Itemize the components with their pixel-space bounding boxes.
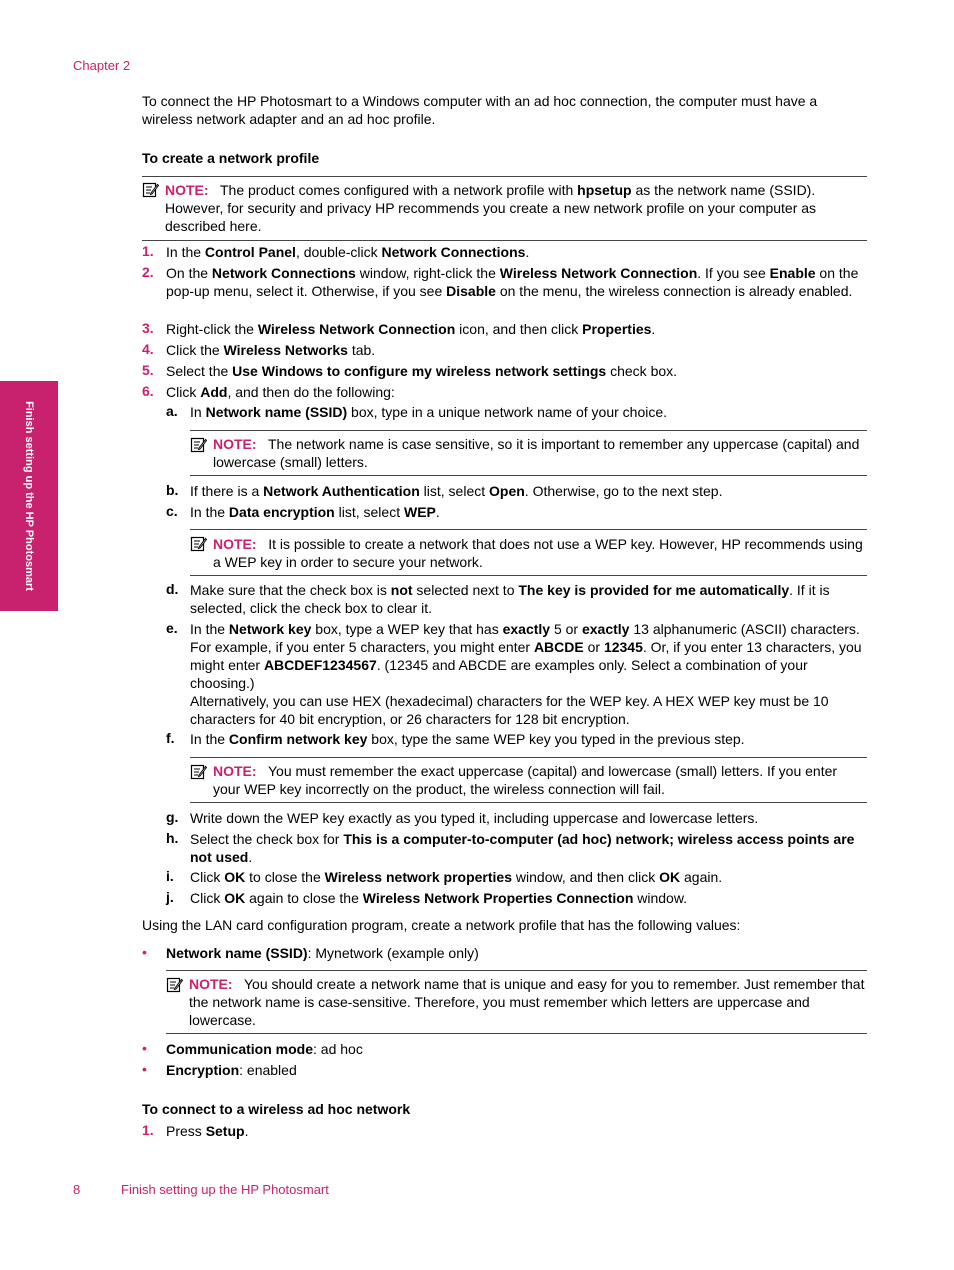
bullet-text: Encryption: enabled	[166, 1062, 297, 1078]
substep-letter: d.	[166, 581, 179, 597]
intro-paragraph: To connect the HP Photosmart to a Windows computer with an ad hoc connection, the computer must have a wireless network adapter and an ad hoc profile.	[142, 93, 818, 127]
note-text: NOTE: The product comes configured with a network profile with hpsetup as the network name (SSID). However, for security and privacy HP recommends you create a new network profile on your computer as described here.	[165, 182, 817, 234]
note-box	[190, 529, 867, 576]
note-text: NOTE: It is possible to create a network that does not use a WEP key. However, HP recommends using a WEP key in order to secure your network.	[213, 536, 863, 570]
note-icon	[190, 436, 207, 453]
step-number: 1.	[142, 1122, 154, 1138]
step-text: Press Setup.	[166, 1123, 249, 1139]
substep-letter: a.	[166, 403, 178, 419]
substep-text: In Network name (SSID) box, type in a unique network name of your choice.	[190, 404, 668, 420]
chapter-label: Chapter 2	[73, 58, 131, 73]
note-icon	[190, 535, 207, 552]
page-number: 8	[73, 1182, 81, 1197]
bullet-marker: •	[142, 1061, 147, 1077]
substep-text: If there is a Network Authentication list, select Open. Otherwise, go to the next step.	[190, 483, 723, 499]
substep-letter: b.	[166, 482, 179, 498]
step-text: On the Network Connections window, right-click the Wireless Network Connection. If you see Enable on the pop-up menu, select it. Otherwise, if you see Disable on the menu, the wireless connection is already enabled.	[166, 265, 859, 299]
substep-letter: i.	[166, 868, 174, 884]
substep-text: In the Network key box, type a WEP key that has exactly 5 or exactly 13 alphanumeric (ASCII) characters. For example, if you enter 5 characters, you might enter ABCDE or 12345. Or, if you enter 13 characters, you might enter ABCDEF1234567. (12345 and ABCDE are examples only. Select a combination of your choosing.)	[190, 621, 862, 691]
substep-letter: g.	[166, 809, 179, 825]
note-box	[190, 430, 867, 476]
note-text: NOTE: You must remember the exact uppercase (capital) and lowercase (small) letters. If you enter your WEP key incorrectly on the product, the wireless connection will fail.	[213, 763, 838, 797]
side-tab-label: Finish setting up the HP Photosmart	[23, 401, 35, 591]
note-box	[190, 757, 867, 803]
note-text: NOTE: The network name is case sensitive, so it is important to remember any uppercase (capital) and lowercase (small) letters.	[213, 436, 860, 470]
bullet-text: Communication mode: ad hoc	[166, 1041, 363, 1057]
substep-letter: h.	[166, 830, 179, 846]
step-number: 6.	[142, 383, 154, 399]
section-heading-create-profile: To create a network profile	[142, 150, 320, 166]
step-text: Click Add, and then do the following:	[166, 384, 395, 400]
substep-text: In the Confirm network key box, type the same WEP key you typed in the previous step.	[190, 731, 745, 747]
step-number: 1.	[142, 243, 154, 259]
substep-letter: c.	[166, 503, 178, 519]
note-icon	[166, 976, 183, 993]
section-heading-connect-adhoc: To connect to a wireless ad hoc network	[142, 1101, 411, 1117]
step-text: Select the Use Windows to configure my wireless network settings check box.	[166, 363, 678, 379]
substep-letter: j.	[166, 889, 174, 905]
substep-letter: f.	[166, 730, 175, 746]
substep-letter: e.	[166, 620, 178, 636]
substep-text-alternative: Alternatively, you can use HEX (hexadecimal) characters for the WEP key. A HEX WEP key must be 10 characters for 40 bit encryption, or 26 characters for 128 bit encryption.	[190, 693, 829, 727]
substep-text: Make sure that the check box is not selected next to The key is provided for me automatically. If it is selected, click the check box to clear it.	[190, 582, 830, 616]
substep-text: Write down the WEP key exactly as you typed it, including uppercase and lowercase letters.	[190, 810, 759, 826]
substep-text: Click OK again to close the Wireless Network Properties Connection window.	[190, 890, 688, 906]
footer-title: Finish setting up the HP Photosmart	[121, 1182, 329, 1197]
lan-paragraph: Using the LAN card configuration program, create a network profile that has the following values:	[142, 917, 741, 933]
step-text: In the Control Panel, double-click Network Connections.	[166, 244, 530, 260]
note-box	[166, 970, 867, 1034]
note-label: NOTE:	[165, 182, 209, 198]
substep-text: In the Data encryption list, select WEP.	[190, 504, 440, 520]
step-text: Right-click the Wireless Network Connection icon, and then click Properties.	[166, 321, 656, 337]
note-text: NOTE: You should create a network name that is unique and easy for you to remember. Just remember that the network name is case-sensitive. Therefore, you must remember which letters are uppercase and lowercase.	[189, 976, 865, 1028]
note-box	[142, 176, 867, 241]
note-icon	[142, 181, 159, 198]
bullet-text: Network name (SSID): Mynetwork (example only)	[166, 945, 479, 961]
step-number: 5.	[142, 362, 154, 378]
bullet-marker: •	[142, 1040, 147, 1056]
step-number: 3.	[142, 320, 154, 336]
side-tab	[0, 381, 58, 611]
step-number: 2.	[142, 264, 154, 280]
step-number: 4.	[142, 341, 154, 357]
substep-text: Click OK to close the Wireless network properties window, and then click OK again.	[190, 869, 723, 885]
step-text: Click the Wireless Networks tab.	[166, 342, 376, 358]
substep-text: Select the check box for This is a computer-to-computer (ad hoc) network; wireless access points are not used.	[190, 831, 855, 865]
note-icon	[190, 763, 207, 780]
bullet-marker: •	[142, 944, 147, 960]
